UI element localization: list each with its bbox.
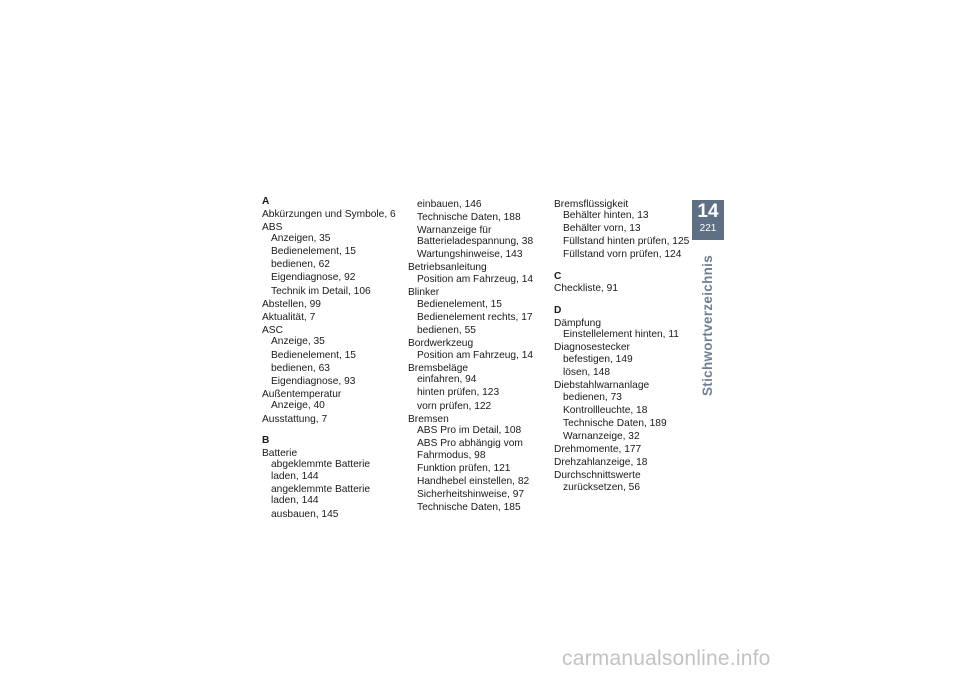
index-subentry-text: einbauen, 146 bbox=[417, 198, 482, 210]
index-subentry bbox=[554, 249, 704, 261]
watermark: carmanualsonline.info bbox=[562, 647, 771, 670]
index-subentry bbox=[554, 223, 704, 235]
index-entry: Bordwerkzeug bbox=[408, 338, 474, 350]
index-subentry-continuation: laden, 144 bbox=[271, 470, 319, 482]
index-subentry-text: Bedienelement rechts, 17 bbox=[417, 311, 533, 323]
index-column-1 bbox=[262, 197, 412, 520]
index-entry: Aktualität, 7 bbox=[262, 311, 316, 323]
chapter-number: 14 bbox=[697, 201, 719, 222]
index-subentry-text: Sicherheitshinweise, 97 bbox=[417, 489, 525, 501]
index-subentry-text: Behälter vorn, 13 bbox=[563, 223, 641, 235]
index-subentry-text: Eigendiagnose, 92 bbox=[271, 272, 356, 284]
index-entry: Bremsbeläge bbox=[408, 362, 469, 374]
index-subentry-continuation: Fahrmodus, 98 bbox=[417, 449, 486, 461]
index-subentry bbox=[554, 418, 704, 430]
index-subentry-continuation: laden, 144 bbox=[271, 495, 319, 507]
index-subentry bbox=[408, 476, 558, 488]
index-subentry-text: angeklemmte Batterie bbox=[271, 483, 371, 495]
index-subentry-text: zurücksetzen, 56 bbox=[563, 481, 641, 493]
index-subentry-text: Technische Daten, 185 bbox=[417, 502, 521, 514]
index-subentry bbox=[554, 431, 704, 443]
index-subentry bbox=[554, 392, 704, 404]
index-letter-heading: B bbox=[262, 435, 270, 447]
index-subentry bbox=[408, 425, 558, 437]
index-subentry-continuation: Batterieladespannung, 38 bbox=[417, 236, 534, 248]
index-entry: Drehmomente, 177 bbox=[554, 444, 642, 455]
index-subentry-text: bedienen, 63 bbox=[271, 362, 330, 374]
index-subentry bbox=[408, 401, 558, 413]
index-letter-heading: C bbox=[554, 270, 562, 282]
index-entry: Drehzahlanzeige, 18 bbox=[554, 457, 648, 469]
index-subentry bbox=[554, 367, 704, 379]
index-subentry bbox=[262, 336, 412, 348]
index-subentry bbox=[554, 329, 704, 341]
index-subentry bbox=[262, 246, 412, 258]
index-subentry bbox=[262, 400, 412, 412]
index-subentry-text: Anzeige, 35 bbox=[271, 336, 325, 348]
index-subentry bbox=[408, 312, 558, 324]
index-subentry bbox=[262, 459, 412, 482]
index-entry: Außentemperatur bbox=[262, 388, 342, 400]
index-subentry-text: abgeklemmte Batterie bbox=[271, 459, 371, 471]
index-subentry bbox=[554, 354, 704, 366]
chapter-tab bbox=[692, 200, 724, 240]
index-subentry-text: Einstellelement hinten, 11 bbox=[563, 329, 679, 341]
index-subentry-text: Füllstand vorn prüfen, 124 bbox=[563, 249, 682, 261]
index-subentry-text: Kontrollleuchte, 18 bbox=[563, 404, 648, 416]
index-entry: Abkürzungen und Symbole, 6 bbox=[262, 208, 396, 220]
index-entry: Betriebsanleitung bbox=[408, 262, 487, 274]
index-subentry bbox=[262, 350, 412, 362]
index-entry: Batterie bbox=[262, 447, 298, 459]
index-subentry bbox=[408, 489, 558, 501]
index-subentry-text: Bedienelement, 15 bbox=[417, 298, 502, 310]
index-subentry bbox=[262, 286, 412, 298]
index-subentry-text: Wartungshinweise, 143 bbox=[417, 249, 523, 261]
index-entry: Dämpfung bbox=[554, 317, 602, 329]
index-subentry-text: Warnanzeige für bbox=[417, 224, 492, 236]
index-subentry bbox=[262, 509, 412, 521]
index-subentry bbox=[262, 363, 412, 375]
index-entry: ASC bbox=[262, 324, 283, 336]
index-subentry-text: Position am Fahrzeug, 14 bbox=[417, 349, 534, 361]
index-subentry-text: bedienen, 55 bbox=[417, 324, 476, 336]
index-subentry bbox=[408, 199, 558, 211]
index-subentry bbox=[408, 249, 558, 261]
index-subentry bbox=[554, 210, 704, 222]
index-subentry bbox=[408, 225, 558, 248]
index-subentry-text: lösen, 148 bbox=[563, 366, 611, 378]
index-entry: Bremsen bbox=[408, 413, 449, 425]
index-subentry bbox=[408, 299, 558, 311]
index-entry: Abstellen, 99 bbox=[262, 298, 321, 310]
index-entry: Blinker bbox=[408, 287, 440, 299]
index-subentry bbox=[408, 387, 558, 399]
index-subentry-text: einfahren, 94 bbox=[417, 374, 477, 386]
index-subentry bbox=[408, 438, 558, 461]
index-subentry-text: Eigendiagnose, 93 bbox=[271, 375, 356, 387]
page-number: 221 bbox=[699, 223, 717, 234]
index-subentry-text: Anzeigen, 35 bbox=[271, 233, 331, 245]
index-entry: Ausstattung, 7 bbox=[262, 413, 328, 425]
index-entry: Diagnosestecker bbox=[554, 342, 630, 354]
index-subentry-text: Technische Daten, 189 bbox=[563, 417, 667, 429]
index-subentry bbox=[262, 259, 412, 271]
index-entry: ABS bbox=[262, 221, 283, 233]
index-subentry bbox=[408, 463, 558, 475]
index-subentry-text: Technische Daten, 188 bbox=[417, 211, 521, 223]
index-subentry-text: bedienen, 73 bbox=[563, 391, 622, 403]
index-subentry-text: Bedienelement, 15 bbox=[271, 246, 356, 258]
index-subentry bbox=[262, 376, 412, 388]
index-subentry-text: hinten prüfen, 123 bbox=[417, 387, 500, 399]
index-subentry bbox=[408, 350, 558, 362]
index-subentry bbox=[554, 482, 704, 494]
index-subentry bbox=[262, 272, 412, 284]
index-subentry-text: befestigen, 149 bbox=[563, 353, 633, 365]
index-subentry bbox=[408, 325, 558, 337]
index-entry: Checkliste, 91 bbox=[554, 283, 618, 295]
index-subentry-text: Position am Fahrzeug, 14 bbox=[417, 274, 534, 286]
index-subentry-text: bedienen, 62 bbox=[271, 259, 330, 271]
index-letter-heading: D bbox=[554, 305, 562, 317]
index-subentry bbox=[262, 484, 412, 507]
index-subentry-text: Bedienelement, 15 bbox=[271, 349, 356, 361]
index-subentry bbox=[554, 236, 704, 248]
index-subentry-text: Handhebel einstellen, 82 bbox=[417, 476, 530, 488]
index-subentry bbox=[408, 274, 558, 286]
index-subentry bbox=[408, 212, 558, 224]
index-subentry-text: Füllstand hinten prüfen, 125 bbox=[563, 236, 690, 248]
index-subentry-text: Anzeige, 40 bbox=[271, 400, 325, 412]
index-subentry-text: ABS Pro im Detail, 108 bbox=[417, 425, 522, 437]
index-subentry bbox=[554, 405, 704, 417]
index-letter-heading: A bbox=[262, 196, 270, 207]
index-subentry bbox=[408, 502, 558, 514]
index-subentry-text: vorn prüfen, 122 bbox=[417, 400, 492, 412]
index-subentry-text: Warnanzeige, 32 bbox=[563, 430, 640, 442]
index-subentry bbox=[408, 374, 558, 386]
index-subentry-text: Technik im Detail, 106 bbox=[271, 285, 371, 297]
chapter-title: Stichwortverzeichnis bbox=[700, 254, 715, 396]
index-column-2 bbox=[408, 197, 558, 514]
index-entry: Bremsflüssigkeit bbox=[554, 198, 629, 210]
index-subentry-text: ausbauen, 145 bbox=[271, 508, 339, 520]
index-subentry-text: ABS Pro abhängig vom bbox=[417, 438, 523, 450]
index-entry: Diebstahlwarnanlage bbox=[554, 380, 650, 392]
index-subentry-text: Behälter hinten, 13 bbox=[563, 210, 649, 222]
index-column-3 bbox=[554, 197, 704, 493]
index-entry: Durchschnittswerte bbox=[554, 470, 641, 482]
index-subentry-text: Funktion prüfen, 121 bbox=[417, 462, 511, 474]
index-subentry bbox=[262, 233, 412, 245]
